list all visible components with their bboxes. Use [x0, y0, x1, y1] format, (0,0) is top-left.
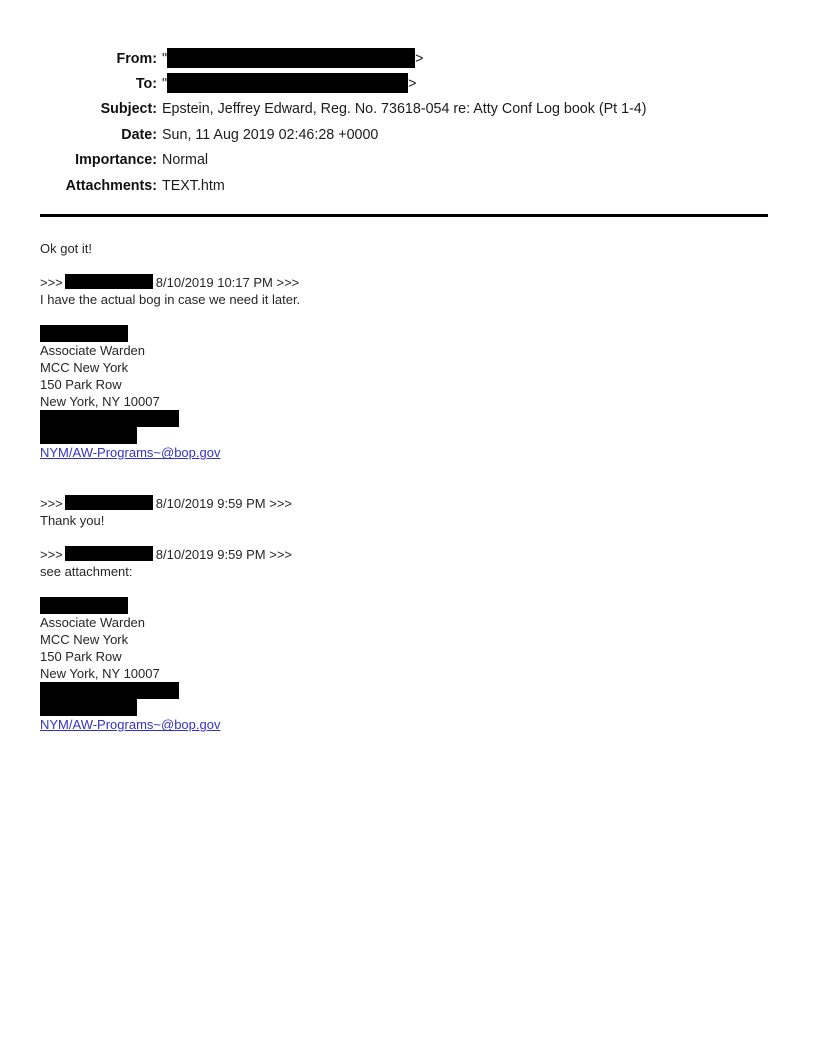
redaction-bar — [167, 48, 415, 68]
body-line — [40, 410, 768, 427]
header-row-subject — [40, 97, 768, 122]
redaction-bar — [40, 410, 179, 427]
body-line — [40, 376, 768, 393]
header-field-label: Subject: — [100, 101, 157, 118]
body-text: 8/10/2019 9:59 PM >>> — [155, 496, 293, 512]
redaction-bar — [65, 274, 153, 289]
body-line — [40, 274, 768, 291]
header-field-label: To: — [135, 76, 157, 93]
header-divider — [40, 214, 768, 217]
body-line — [40, 461, 768, 478]
header-field-value: Sun, 11 Aug 2019 02:46:28 +0000 — [162, 126, 379, 143]
body-line — [40, 529, 768, 546]
header-field-value: Epstein, Jeffrey Edward, Reg. No. 73618-054 re: Atty Conf Log book (Pt 1-4) — [162, 101, 647, 118]
body-text: Associate Warden — [40, 343, 146, 359]
body-text: New York, NY 10007 — [40, 394, 160, 410]
header-field-value — [162, 49, 423, 69]
body-line — [40, 563, 768, 580]
body-line — [40, 512, 768, 529]
body-line — [40, 478, 768, 495]
body-line — [40, 580, 768, 597]
quoted-header-text: 8/10/2019 9:59 PM >>> — [155, 547, 293, 563]
body-line — [40, 342, 768, 359]
body-text: New York, NY 10007 — [40, 666, 160, 682]
header-field-value: TEXT.htm — [162, 177, 225, 194]
body-line — [40, 546, 768, 563]
angle-bracket: > — [408, 75, 417, 92]
quote-char: " — [162, 75, 168, 92]
header-field-value — [162, 74, 416, 94]
header-field-label: Attachments: — [65, 177, 157, 194]
quote-char: " — [162, 50, 168, 67]
header-row-attachments — [40, 173, 768, 198]
redaction-bar — [40, 325, 128, 342]
body-text: 150 Park Row — [40, 649, 122, 665]
body-line — [40, 308, 768, 325]
body-line — [40, 631, 768, 648]
quote-marks: >>> — [40, 547, 63, 563]
body-text: 8/10/2019 10:17 PM >>> — [155, 275, 300, 291]
body-text: Ok got it! — [40, 241, 93, 257]
body-text: >>> — [40, 275, 63, 291]
body-line — [40, 257, 768, 274]
header-row-importance — [40, 148, 768, 173]
body-text: Associate Warden — [40, 615, 146, 631]
body-line — [40, 665, 768, 682]
redaction-bar — [65, 495, 153, 510]
body-line — [40, 597, 768, 614]
redaction-bar — [65, 546, 153, 561]
email-link[interactable]: NYM/AW-Programs~@bop.gov — [40, 717, 221, 733]
body-line — [40, 240, 768, 257]
redaction-bar — [40, 682, 179, 699]
body-text: Thank you! — [40, 513, 105, 529]
email-link[interactable]: NYM/AW-Programs~@bop.gov — [40, 445, 221, 461]
body-line — [40, 716, 768, 733]
body-text: >>> — [40, 496, 63, 512]
header-row-from — [40, 46, 768, 71]
email-body — [40, 240, 768, 733]
body-line — [40, 614, 768, 631]
body-line — [40, 682, 768, 699]
header-field-label: Importance: — [75, 152, 157, 169]
body-text: I have the actual bog in case we need it later. — [40, 292, 301, 308]
header-row-to — [40, 71, 768, 96]
body-line — [40, 495, 768, 512]
body-text: 150 Park Row — [40, 377, 122, 393]
email-header — [40, 46, 768, 198]
header-field-label: From: — [116, 50, 157, 67]
body-line — [40, 359, 768, 376]
angle-bracket: > — [415, 50, 424, 67]
redaction-bar — [40, 699, 137, 716]
body-line — [40, 648, 768, 665]
redaction-bar — [167, 73, 408, 93]
body-line — [40, 393, 768, 410]
body-text: MCC New York — [40, 632, 129, 648]
body-line — [40, 427, 768, 444]
header-field-label: Date: — [121, 126, 157, 143]
redaction-bar — [40, 427, 137, 444]
redaction-bar — [40, 597, 128, 614]
body-line — [40, 291, 768, 308]
body-line — [40, 325, 768, 342]
body-line — [40, 699, 768, 716]
body-line — [40, 444, 768, 461]
body-text: see attachment: — [40, 564, 133, 580]
header-row-date — [40, 122, 768, 147]
body-text: MCC New York — [40, 360, 129, 376]
header-field-value: Normal — [162, 152, 209, 169]
